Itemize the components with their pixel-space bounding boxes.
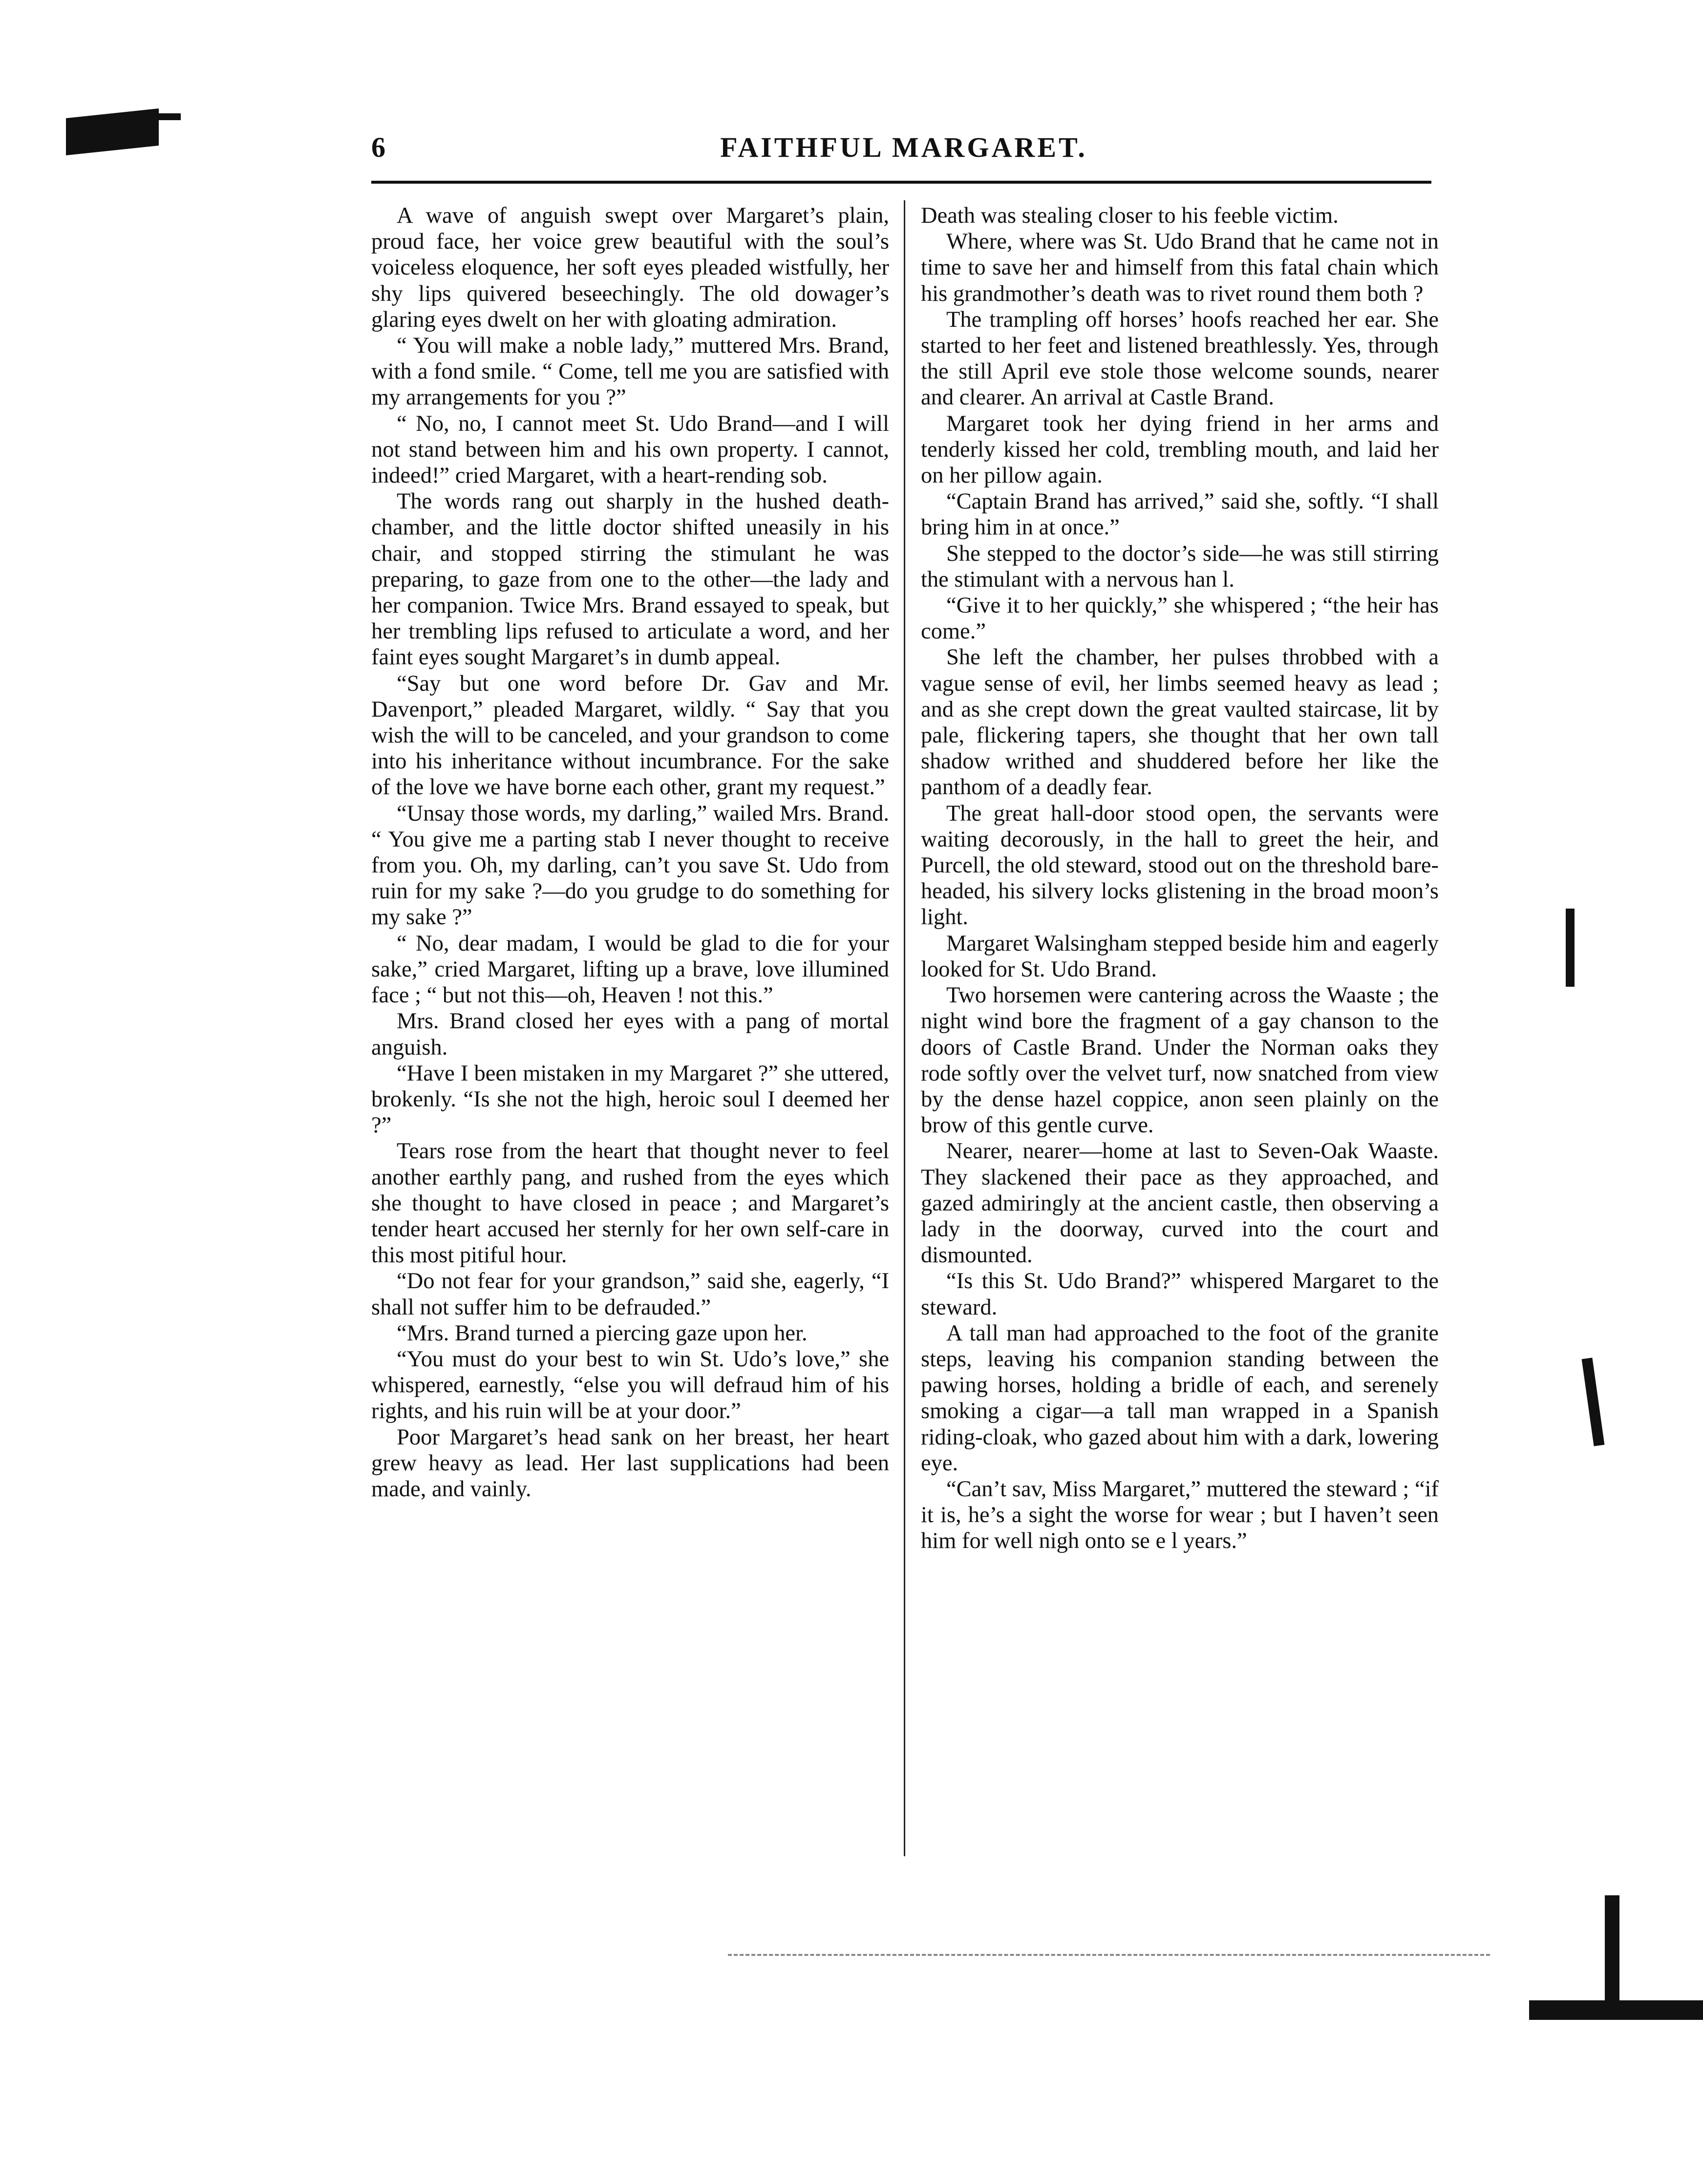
page-number: 6 xyxy=(371,131,385,163)
scan-blot xyxy=(1605,1895,1619,2000)
paragraph: “You must do your best to win St. Udo’s love,” she whispered, earnestly, “else you will defraud him of his rights, and his ruin will be at your door.” xyxy=(371,1346,889,1424)
scan-blot xyxy=(156,113,181,120)
paragraph: “Can’t sav, Miss Margaret,” muttered the steward ; “if it is, he’s a sight the worse for wear ; but I haven’t seen him for well nigh onto se e l years.” xyxy=(921,1476,1439,1554)
paragraph: Margaret Walsingham stepped beside him and eagerly looked for St. Udo Brand. xyxy=(921,931,1439,982)
paragraph: “Say but one word before Dr. Gav and Mr. Davenport,” pleaded Margaret, wildly. “ Say that you wish the will to be canceled, and your grandson to come into his inheritance without incumbrance. For the sake of the love we have borne each other, grant my request.” xyxy=(371,671,889,800)
paragraph: She left the chamber, her pulses throbbed with a vague sense of evil, her limbs seemed heavy as lead ; and as she crept down the great vaulted staircase, lit by pale, flickering tapers, she thought that her own tall shadow writhed and shuddered before her like the panthom of a deadly fear. xyxy=(921,645,1439,800)
scan-blot xyxy=(1529,2000,1703,2020)
right-column xyxy=(921,203,1439,1854)
left-column xyxy=(371,203,889,1854)
page-header xyxy=(371,131,1436,185)
paragraph: “ You will make a noble lady,” muttered Mrs. Brand, with a fond smile. “ Come, tell me you are satisfied with my arrangements for you ?” xyxy=(371,333,889,410)
scan-mark xyxy=(1566,909,1575,987)
paragraph: Poor Margaret’s head sank on her breast, her heart grew heavy as lead. Her last supplications had been made, and vainly. xyxy=(371,1424,889,1502)
paragraph: Nearer, nearer—home at last to Seven-Oak Waaste. They slackened their pace as they approached, and gazed admiringly at the ancient castle, then observing a lady in the doorway, curved into the court and dismounted. xyxy=(921,1139,1439,1268)
running-title: FAITHFUL MARGARET. xyxy=(720,131,1087,163)
paragraph: “ No, dear madam, I would be glad to die for your sake,” cried Margaret, lifting up a brave, love illumined face ; “ but not this—oh, Heaven ! not this.” xyxy=(371,931,889,1008)
paragraph: “ No, no, I cannot meet St. Udo Brand—and I will not stand between him and his own property. I cannot, indeed!” cried Margaret, with a heart-rending sob. xyxy=(371,411,889,488)
scan-mark xyxy=(1582,1357,1605,1446)
paragraph: “Is this St. Udo Brand?” whispered Margaret to the steward. xyxy=(921,1269,1439,1320)
header-rule xyxy=(371,181,1431,184)
paragraph: Two horsemen were cantering across the Waaste ; the night wind bore the fragment of a gay chanson to the doors of Castle Brand. Under the Norman oaks they rode softly over the velvet turf, now snatched from view by the dense hazel coppice, anon seen plainly on the brow of this gentle curve. xyxy=(921,983,1439,1138)
paragraph: Death was stealing closer to his feeble victim. xyxy=(921,203,1339,228)
paragraph: “Do not fear for your grandson,” said she, eagerly, “I shall not suffer him to be defrauded.” xyxy=(371,1269,889,1320)
paragraph: A wave of anguish swept over Margaret’s plain, proud face, her voice grew beautiful with the soul’s voiceless eloquence, her soft eyes pleaded wistfully, her shy lips quivered beseechingly. The old dowager’s glaring eyes dwelt on her with gloating admiration. xyxy=(371,203,889,332)
paragraph: The trampling off horses’ hoofs reached her ear. She started to her feet and listened breathlessly. Yes, through the still April eve stole those welcome sounds, nearer and clearer. An arrival at Castle Brand. xyxy=(921,307,1439,410)
paragraph: She stepped to the doctor’s side—he was still stirring the stimulant with a nervous han l. xyxy=(921,541,1439,592)
paragraph: “Captain Brand has arrived,” said she, softly. “I shall bring him in at once.” xyxy=(921,489,1439,540)
paragraph: “Unsay those words, my darling,” wailed Mrs. Brand. “ You give me a parting stab I never thought to receive from you. Oh, my darling, can’t you save St. Udo from ruin for my sake ?—do you grudge to do something for my sake ?” xyxy=(371,801,889,930)
paragraph: “Mrs. Brand turned a piercing gaze upon her. xyxy=(397,1320,808,1346)
paragraph: A tall man had approached to the foot of the granite steps, leaving his companion standing between the pawing horses, holding a bridle of each, and serenely smoking a cigar—a tall man wrapped in a Spanish riding-cloak, who gazed about him with a dark, lowering eye. xyxy=(921,1320,1439,1476)
scan-dash xyxy=(728,1954,1490,1956)
paragraph: Where, where was St. Udo Brand that he came not in time to save her and himself from this fatal chain which his grandmother’s death was to rivet round them both ? xyxy=(921,229,1439,306)
paragraph: Tears rose from the heart that thought never to feel another earthly pang, and rushed from the eyes which she thought to have closed in peace ; and Margaret’s tender heart accused her sternly for her own self-care in this most pitiful hour. xyxy=(371,1139,889,1268)
paragraph: Mrs. Brand closed her eyes with a pang of mortal anguish. xyxy=(371,1009,889,1060)
column-divider xyxy=(904,200,905,1856)
paragraph: “Have I been mistaken in my Margaret ?” she uttered, brokenly. “Is she not the high, heroic soul I deemed her ?” xyxy=(371,1060,889,1138)
paragraph: The great hall-door stood open, the servants were waiting decorously, in the hall to greet the heir, and Purcell, the old steward, stood out on the threshold bare-headed, his silvery locks glistening in the broad moon’s light. xyxy=(921,801,1439,930)
scan-blot xyxy=(66,108,159,155)
paragraph: Margaret took her dying friend in her arms and tenderly kissed her cold, trembling mouth, and laid her on her pillow again. xyxy=(921,411,1439,488)
paragraph: The words rang out sharply in the hushed death-chamber, and the little doctor shifted uneasily in his chair, and stopped stirring the stimulant he was preparing, to gaze from one to the other—the lady and her companion. Twice Mrs. Brand essayed to speak, but her trembling lips refused to articulate a word, and her faint eyes sought Margaret’s in dumb appeal. xyxy=(371,489,889,670)
paragraph: “Give it to her quickly,” she whispered ; “the heir has come.” xyxy=(921,593,1439,644)
